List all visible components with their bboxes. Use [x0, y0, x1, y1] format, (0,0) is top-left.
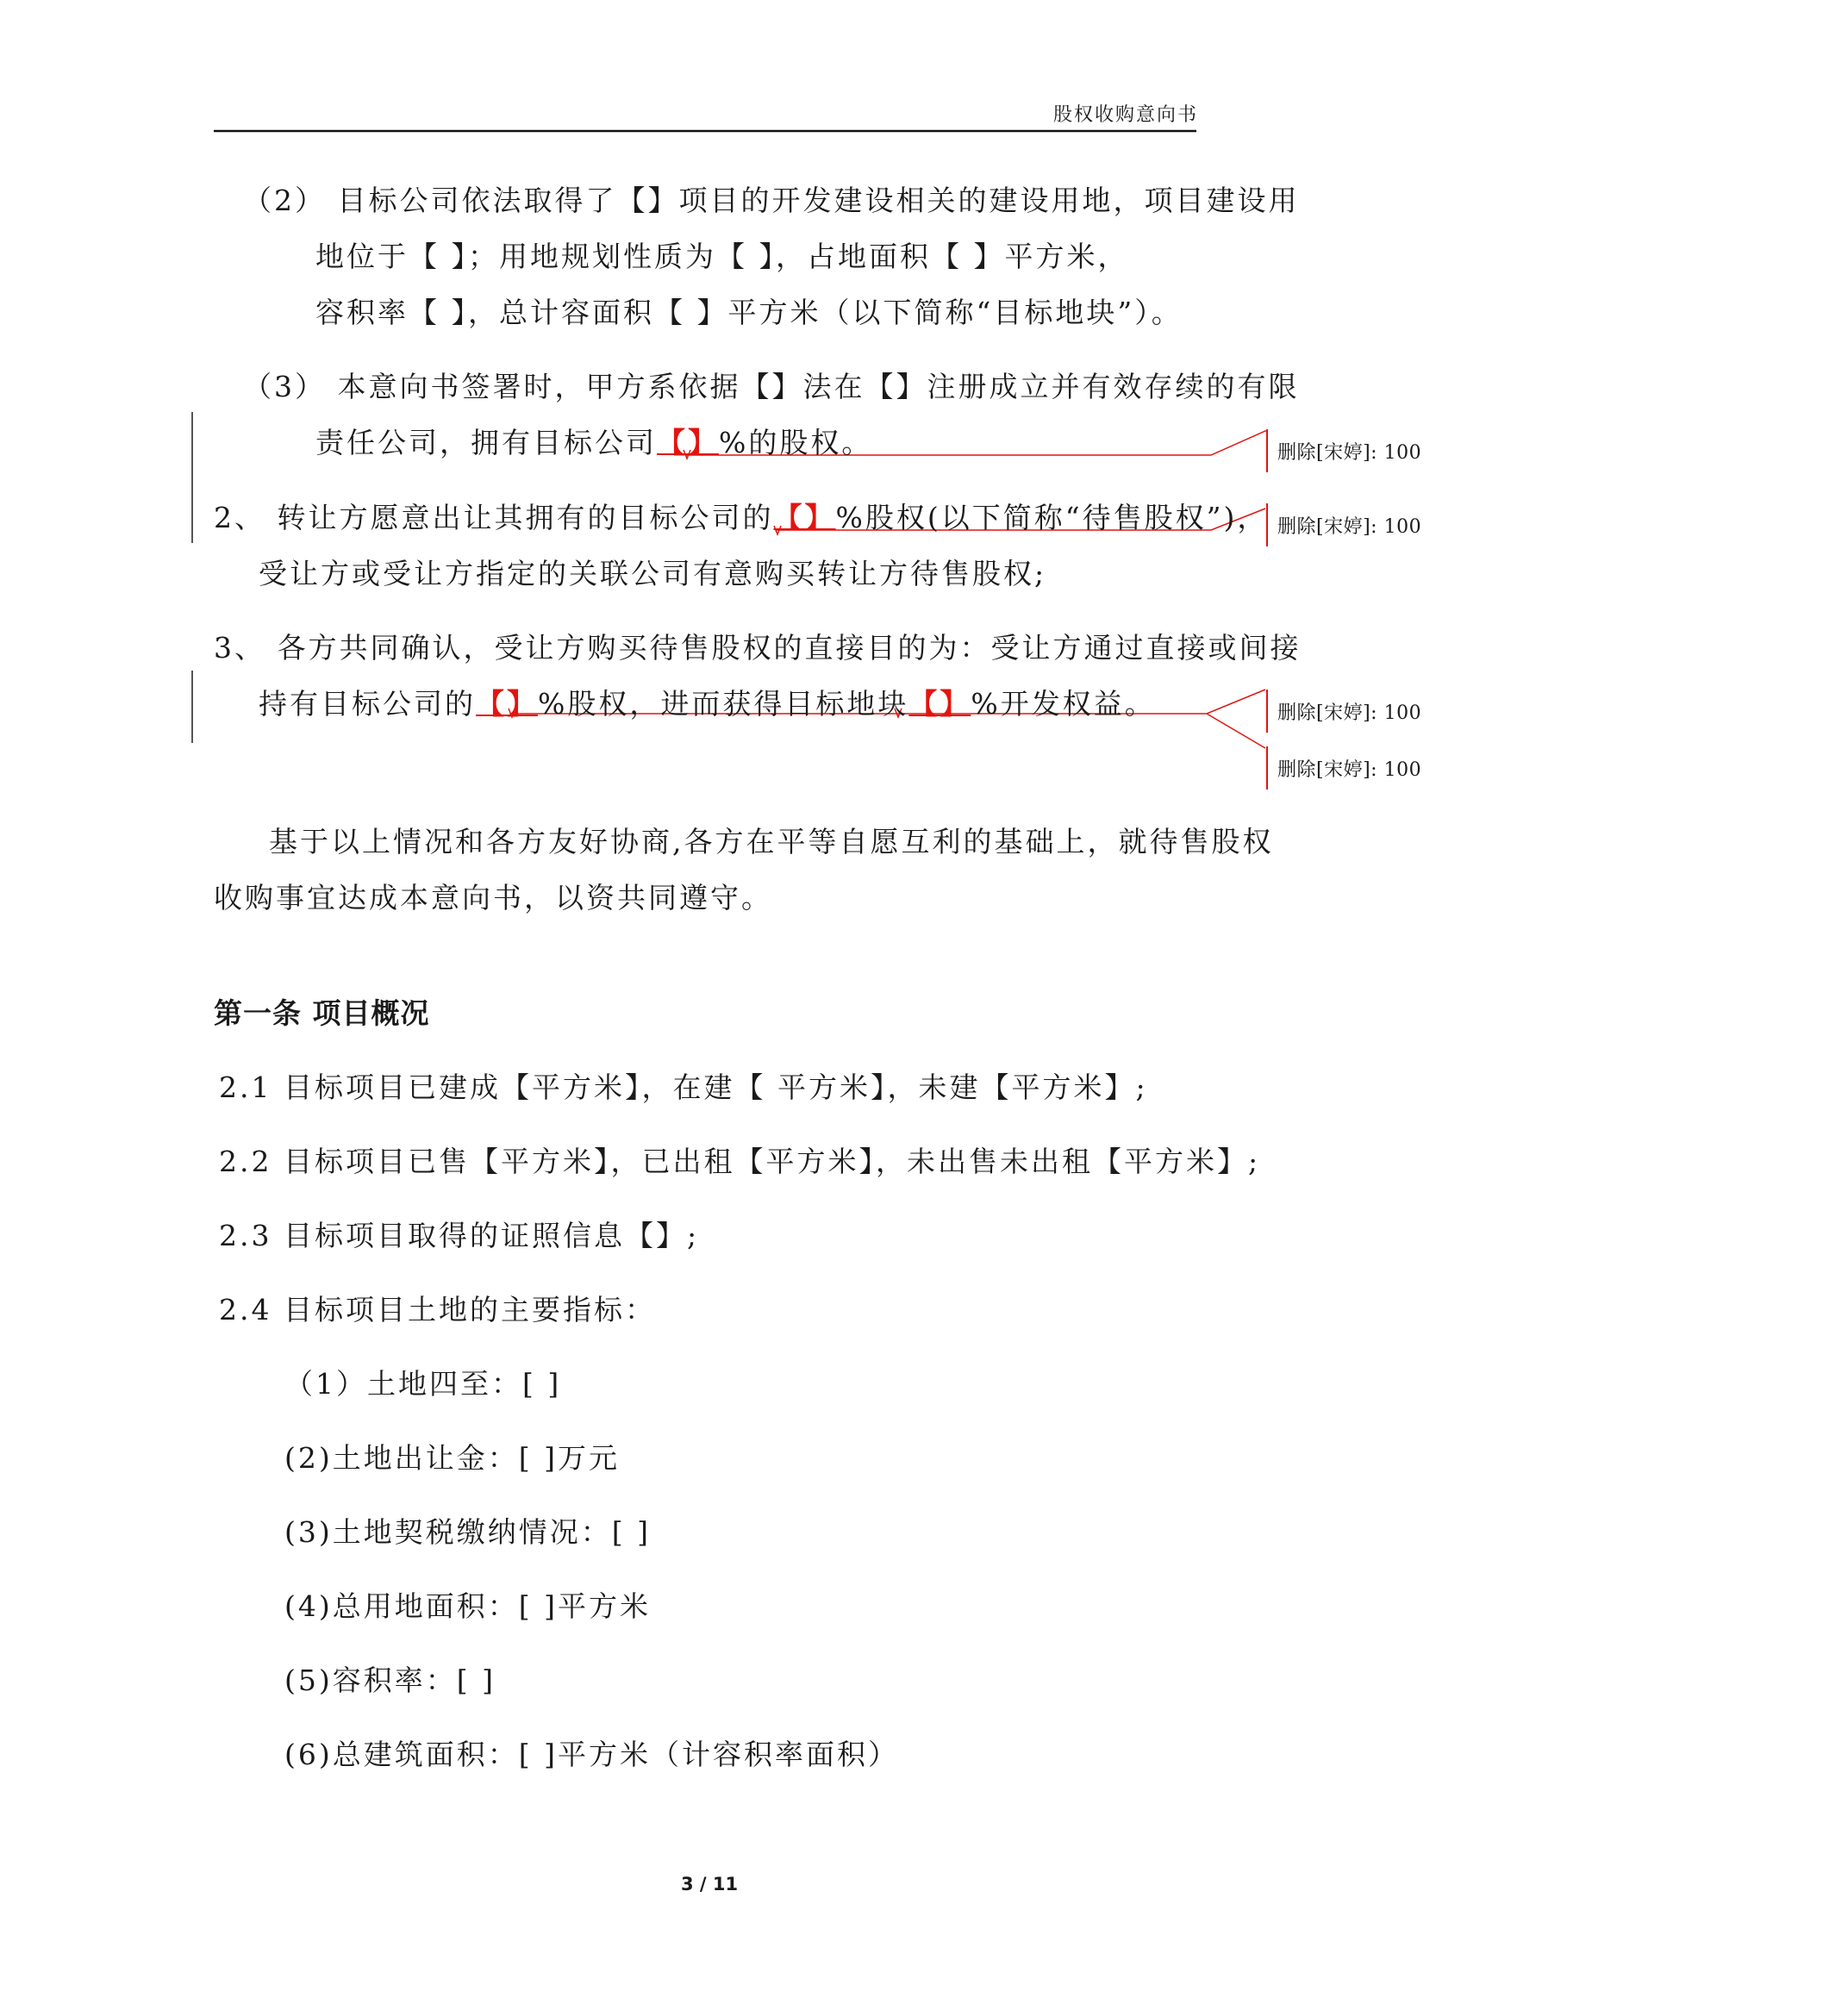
- item-2-line1: [214, 503, 1268, 532]
- header-title: 股权收购意向书: [1053, 104, 1199, 126]
- section-2-4: 2.4 目标项目土地的主要指标：: [219, 1293, 656, 1326]
- page-number: 3 / 11: [681, 1874, 739, 1894]
- article-1-title: 第一条 项目概况: [214, 996, 430, 1030]
- item-3-text-b: %股权，进而获得目标地块: [538, 687, 909, 721]
- land-item-3: (3)土地契税缴纳情况：[ ]: [284, 1515, 651, 1549]
- para-3-line2: [315, 428, 872, 457]
- para-2-line3: 容积率【 】，总计容面积【 】平方米（以下简称“目标地块”）。: [315, 296, 1183, 329]
- land-item-2: (2)土地出让金：[ ]万元: [284, 1441, 620, 1475]
- comment-balloon[interactable]: 删除[宋婷]: 100: [1277, 442, 1422, 464]
- deleted-value[interactable]: 【】: [908, 687, 971, 721]
- section-2-2: 2.2 目标项目已售【平方米】，已出租【平方米】，未出售未出租【平方米】;: [219, 1145, 1261, 1178]
- comment-balloon[interactable]: 删除[宋婷]: 100: [1277, 759, 1422, 781]
- para-3-line1: （3） 本意向书签署时，甲方系依据【】法在【】注册成立并有效存续的有限: [243, 370, 1300, 403]
- section-2-3: 2.3 目标项目取得的证照信息【】;: [219, 1219, 700, 1252]
- item-2-line2: 受让方或受让方指定的关联公司有意购买转让方待售股权;: [259, 557, 1047, 590]
- para-3-text-a: 责任公司，拥有目标公司: [315, 426, 657, 459]
- item-3-text-a: 持有目标公司的: [259, 687, 476, 721]
- para-2-line1: （2） 目标公司依法取得了【】项目的开发建设相关的建设用地，项目建设用: [243, 184, 1300, 217]
- item-3-line2: [259, 687, 1156, 721]
- deleted-value[interactable]: 【】: [773, 501, 836, 534]
- basis-line1: 基于以上情况和各方友好协商,各方在平等自愿互利的基础上，就待售股权: [269, 825, 1274, 858]
- comment-connector: [1207, 714, 1265, 748]
- section-2-1: 2.1 目标项目已建成【平方米】，在建【 平方米】，未建【平方米】;: [219, 1070, 1148, 1104]
- para-3-text-b: %的股权。: [719, 426, 873, 459]
- para-2-line2: 地位于【 】；用地规划性质为【 】，占地面积【 】平方米，: [315, 240, 1129, 273]
- land-item-4: (4)总用地面积：[ ]平方米: [284, 1589, 651, 1623]
- comment-balloon[interactable]: 删除[宋婷]: 100: [1277, 516, 1422, 538]
- land-item-1: （1）土地四至：[ ]: [284, 1367, 562, 1401]
- deleted-value[interactable]: 【】: [657, 426, 719, 459]
- item-2-text-b: %股权(以下简称“待售股权”)，: [835, 501, 1269, 534]
- item-2-text-a: 2、 转让方愿意出让其拥有的目标公司的: [214, 501, 774, 534]
- item-3-text-c: %开发权益。: [971, 687, 1156, 721]
- comment-balloon[interactable]: 删除[宋婷]: 100: [1277, 702, 1422, 724]
- land-item-5: (5)容积率：[ ]: [284, 1663, 496, 1697]
- land-item-6: (6)总建筑面积：[ ]平方米（计容积率面积）: [284, 1738, 899, 1771]
- deleted-value[interactable]: 【】: [476, 687, 538, 721]
- basis-line2: 收购事宜达成本意向书，以资共同遵守。: [214, 881, 772, 914]
- item-3-line1: 3、 各方共同确认，受让方购买待售股权的直接目的为：受让方通过直接或间接: [214, 631, 1302, 665]
